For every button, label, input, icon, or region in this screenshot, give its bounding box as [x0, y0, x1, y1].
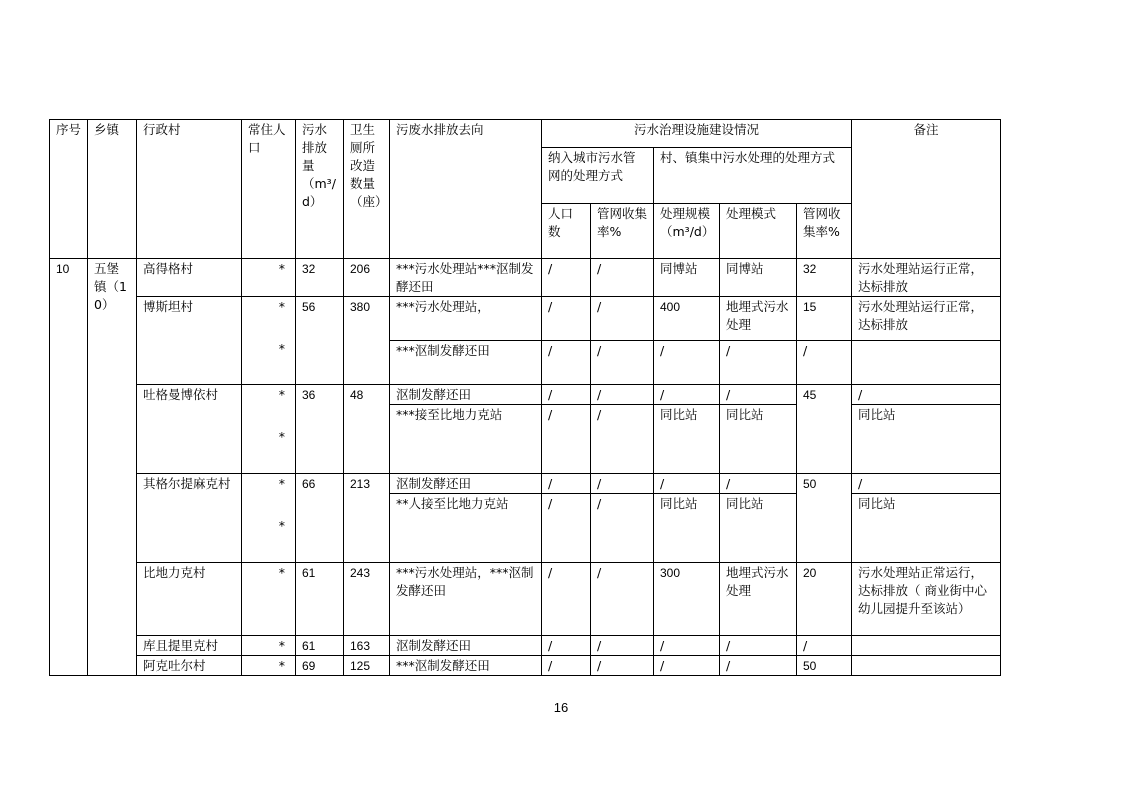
collection-cell: / [591, 297, 654, 341]
collection-cell: / [591, 636, 654, 656]
pop-count-cell: / [542, 405, 591, 474]
header-remarks: 备注 [852, 120, 1001, 259]
discharge-cell: ***污水处理站，***沤制发酵还田 [390, 563, 542, 636]
mode-cell: 地埋式污水处理 [720, 297, 797, 341]
scale-cell: 同博站 [654, 259, 720, 297]
collection-cell: / [591, 474, 654, 494]
population-cell: * [242, 259, 296, 297]
pop-count-cell: / [542, 474, 591, 494]
discharge-cell: 沤制发酵还田 [390, 385, 542, 405]
remarks-cell [852, 656, 1001, 676]
sewage-treatment-table [49, 119, 1001, 676]
collection-cell: / [591, 341, 654, 385]
collection2-cell: 50 [797, 656, 852, 676]
toilets-cell: 380 [344, 297, 390, 385]
pop-count-cell: / [542, 656, 591, 676]
mode-cell: / [720, 636, 797, 656]
remarks-cell [852, 341, 1001, 385]
header-village-treatment: 村、镇集中污水处理的处理方式 [654, 148, 852, 204]
seq-cell: 10 [50, 259, 88, 676]
collection2-cell: 20 [797, 563, 852, 636]
pop-count-cell: / [542, 297, 591, 341]
discharge-cell: ***沤制发酵还田 [390, 656, 542, 676]
header-population: 常住人口 [242, 120, 296, 259]
collection2-cell: 50 [797, 474, 852, 563]
header-town: 乡镇 [88, 120, 137, 259]
collection-cell: / [591, 385, 654, 405]
collection2-cell: 45 [797, 385, 852, 474]
mode-cell: / [720, 385, 797, 405]
toilets-cell: 48 [344, 385, 390, 474]
header-sub-population: 人口数 [542, 204, 591, 259]
collection2-cell: / [797, 341, 852, 385]
mode-cell: 同博站 [720, 259, 797, 297]
town-cell: 五堡镇（10） [88, 259, 137, 676]
village-cell: 阿克吐尔村 [137, 656, 242, 676]
sewage-cell: 56 [296, 297, 344, 385]
village-cell: 博斯坦村 [137, 297, 242, 385]
village-cell: 吐格曼博依村 [137, 385, 242, 474]
table-row [50, 636, 1001, 656]
discharge-cell: ***接至比地力克站 [390, 405, 542, 474]
header-facility-group: 污水治理设施建设情况 [542, 120, 852, 148]
sewage-cell: 36 [296, 385, 344, 474]
remarks-cell [852, 636, 1001, 656]
discharge-cell: ***污水处理站***沤制发酵还田 [390, 259, 542, 297]
scale-cell: 300 [654, 563, 720, 636]
population-cell: * * [242, 474, 296, 563]
header-city-network: 纳入城市污水管网的处理方式 [542, 148, 654, 204]
collection-cell: / [591, 563, 654, 636]
table-row [50, 563, 1001, 636]
page-number: 16 [553, 700, 569, 715]
mode-cell: 同比站 [720, 405, 797, 474]
village-cell: 比地力克村 [137, 563, 242, 636]
mode-cell: / [720, 474, 797, 494]
remarks-cell: / [852, 474, 1001, 494]
discharge-cell: **人接至比地力克站 [390, 494, 542, 563]
header-seq: 序号 [50, 120, 88, 259]
remarks-cell: 污水处理站运行正常，达标排放 [852, 259, 1001, 297]
mode-cell: / [720, 341, 797, 385]
scale-cell: / [654, 341, 720, 385]
header-village: 行政村 [137, 120, 242, 259]
population-cell: * * [242, 385, 296, 474]
discharge-cell: 沤制发酵还田 [390, 636, 542, 656]
sewage-cell: 32 [296, 259, 344, 297]
sewage-cell: 61 [296, 563, 344, 636]
remarks-cell: 污水处理站正常运行，达标排放（ 商业街中心幼儿园提升至该站） [852, 563, 1001, 636]
pop-count-cell: / [542, 636, 591, 656]
collection-cell: / [591, 259, 654, 297]
discharge-cell: ***沤制发酵还田 [390, 341, 542, 385]
sewage-cell: 61 [296, 636, 344, 656]
header-discharge: 污废水排放去向 [390, 120, 542, 259]
mode-cell: / [720, 656, 797, 676]
header-toilets: 卫生厕所改造数量（座） [344, 120, 390, 259]
collection2-cell: 15 [797, 297, 852, 341]
population-cell: * [242, 563, 296, 636]
mode-cell: 地埋式污水处理 [720, 563, 797, 636]
population-cell: * [242, 656, 296, 676]
scale-cell: 同比站 [654, 405, 720, 474]
sewage-cell: 66 [296, 474, 344, 563]
scale-cell: / [654, 656, 720, 676]
table-row [50, 656, 1001, 676]
toilets-cell: 125 [344, 656, 390, 676]
header-sewage-volume: 污水排放量（m³/d） [296, 120, 344, 259]
header-sub-mode: 处理模式 [720, 204, 797, 259]
village-cell: 高得格村 [137, 259, 242, 297]
scale-cell: / [654, 474, 720, 494]
scale-cell: / [654, 636, 720, 656]
collection-cell: / [591, 656, 654, 676]
header-sub-scale: 处理规模（m³/d） [654, 204, 720, 259]
table-row [50, 474, 1001, 494]
pop-count-cell: / [542, 385, 591, 405]
discharge-cell: 沤制发酵还田 [390, 474, 542, 494]
remarks-cell: / [852, 385, 1001, 405]
population-cell: * [242, 636, 296, 656]
collection2-cell: / [797, 636, 852, 656]
mode-cell: 同比站 [720, 494, 797, 563]
remarks-cell: 污水处理站运行正常，达标排放 [852, 297, 1001, 341]
pop-count-cell: / [542, 563, 591, 636]
scale-cell: 同比站 [654, 494, 720, 563]
header-row-1 [50, 120, 1001, 148]
toilets-cell: 213 [344, 474, 390, 563]
toilets-cell: 163 [344, 636, 390, 656]
collection-cell: / [591, 405, 654, 474]
table-row [50, 297, 1001, 341]
remarks-cell: 同比站 [852, 405, 1001, 474]
toilets-cell: 243 [344, 563, 390, 636]
collection-cell: / [591, 494, 654, 563]
table-row [50, 259, 1001, 297]
table-row [50, 385, 1001, 405]
pop-count-cell: / [542, 341, 591, 385]
header-sub-collection2: 管网收集率% [797, 204, 852, 259]
pop-count-cell: / [542, 259, 591, 297]
collection2-cell: 32 [797, 259, 852, 297]
population-cell: * * [242, 297, 296, 385]
discharge-cell: ***污水处理站， [390, 297, 542, 341]
toilets-cell: 206 [344, 259, 390, 297]
village-cell: 库且提里克村 [137, 636, 242, 656]
scale-cell: / [654, 385, 720, 405]
remarks-cell: 同比站 [852, 494, 1001, 563]
pop-count-cell: / [542, 494, 591, 563]
village-cell: 其格尔提麻克村 [137, 474, 242, 563]
header-sub-collection: 管网收集率% [591, 204, 654, 259]
scale-cell: 400 [654, 297, 720, 341]
sewage-cell: 69 [296, 656, 344, 676]
